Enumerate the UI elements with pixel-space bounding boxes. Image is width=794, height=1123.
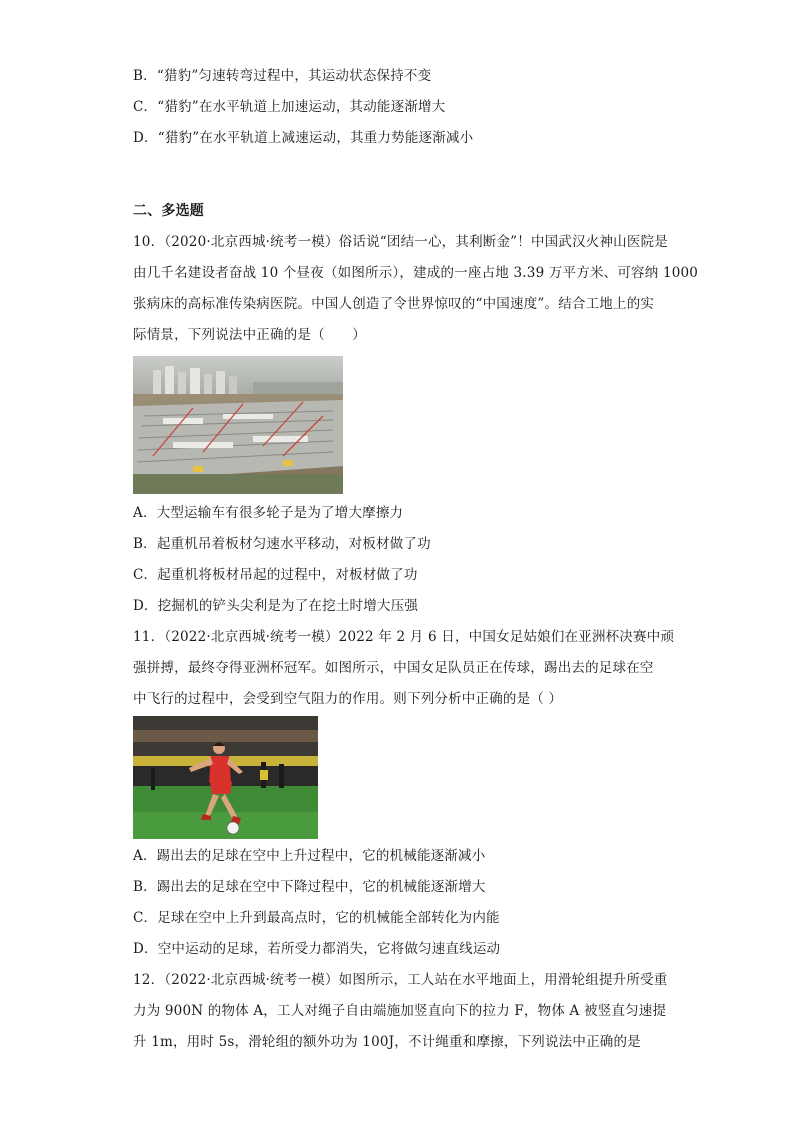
option-b-prev: B．“猎豹”匀速转弯过程中，其运动状态保持不变 — [133, 68, 432, 84]
q10-line-3: 张病床的高标准传染病医院。中国人创造了令世界惊叹的“中国速度”。结合工地上的实 — [133, 296, 655, 312]
q11-option-d: D．空中运动的足球，若所受力都消失，它将做匀速直线运动 — [133, 941, 501, 957]
q11-line-3: 中飞行的过程中，会受到空气阻力的作用。则下列分析中正确的是（ ） — [133, 691, 563, 707]
q10-option-d: D．挖掘机的铲头尖利是为了在挖土时增大压强 — [133, 598, 419, 614]
q12-line-3: 升 1m，用时 5s，滑轮组的额外功为 100J，不计绳重和摩擦，下列说法中正确的是 — [133, 1034, 641, 1050]
q11-option-a: A．踢出去的足球在空中上升过程中，它的机械能逐渐减小 — [133, 848, 486, 864]
q10-line-1: 10．（2020·北京西城·统考一模）俗话说“团结一心，其利断金”！中国武汉火神山医院是 — [133, 234, 668, 250]
option-d-prev: D．“猎豹”在水平轨道上减速运动，其重力势能逐渐减小 — [133, 130, 474, 146]
q10-line-2: 由几千名建设者奋战 10 个昼夜（如图所示），建成的一座占地 3.39 万平方米、可容纳 1000 — [133, 265, 699, 281]
q10-line-4: 际情景，下列说法中正确的是（ ） — [133, 327, 366, 343]
option-c-prev: C．“猎豹”在水平轨道上加速运动，其动能逐渐增大 — [133, 99, 446, 115]
q10-option-a: A．大型运输车有很多轮子是为了增大摩擦力 — [133, 505, 404, 521]
q11-option-b: B．踢出去的足球在空中下降过程中，它的机械能逐渐增大 — [133, 879, 486, 895]
q10-option-b: B．起重机吊着板材匀速水平移动，对板材做了功 — [133, 536, 431, 552]
q11-line-1: 11．（2022·北京西城·统考一模）2022 年 2 月 6 日，中国女足姑娘们在亚洲杯决赛中顽 — [133, 629, 675, 645]
q12-line-1: 12．（2022·北京西城·统考一模）如图所示，工人站在水平地面上，用滑轮组提升所受重 — [133, 972, 668, 988]
section-title: 二、多选题 — [133, 203, 204, 219]
construction-site-photo — [133, 356, 343, 494]
q12-line-2: 力为 900N 的物体 A，工人对绳子自由端施加竖直向下的拉力 F，物体 A 被竖直匀速提 — [133, 1003, 667, 1019]
soccer-player-photo — [133, 716, 318, 839]
q10-option-c: C．起重机将板材吊起的过程中，对板材做了功 — [133, 567, 418, 583]
q11-option-c: C．足球在空中上升到最高点时，它的机械能全部转化为内能 — [133, 910, 500, 926]
q11-line-2: 强拼搏，最终夺得亚洲杯冠军。如图所示，中国女足队员正在传球，踢出去的足球在空 — [133, 660, 654, 676]
